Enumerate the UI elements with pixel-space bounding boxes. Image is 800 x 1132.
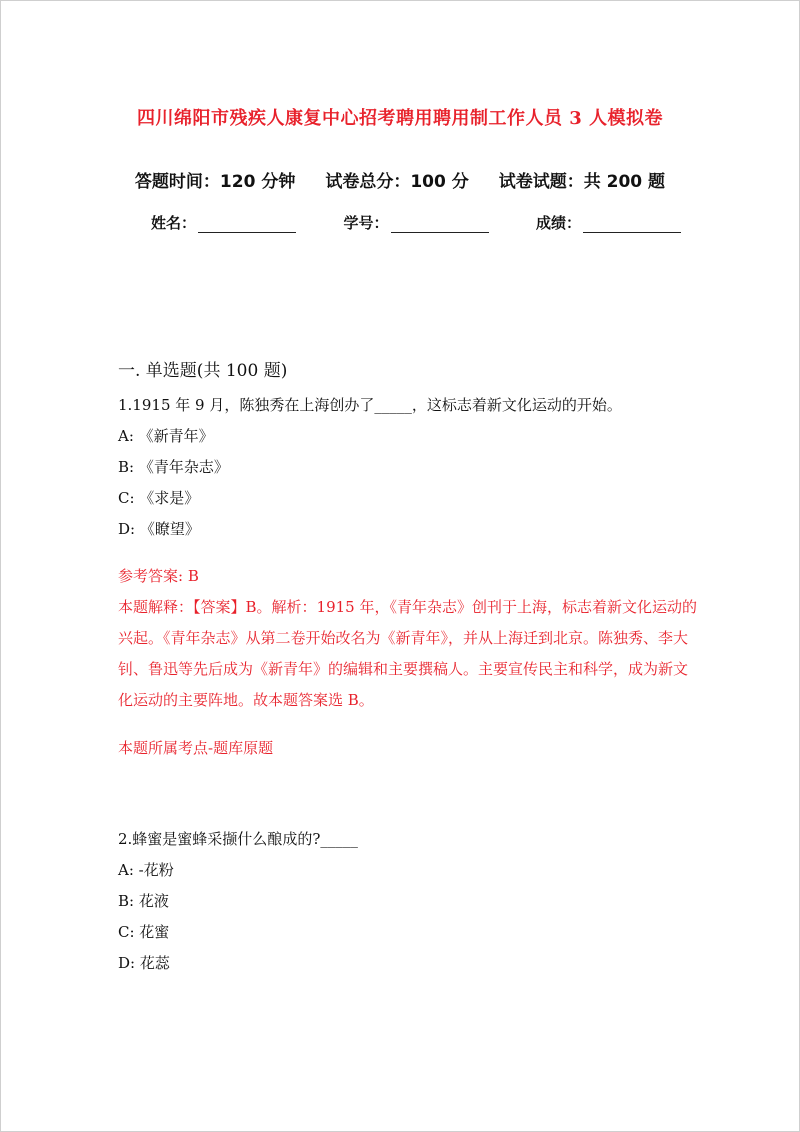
name-blank (198, 217, 296, 233)
option-c: C: 《求是》 (118, 489, 200, 507)
option-d: D: 《瞭望》 (118, 520, 200, 538)
score-label: 成绩： (535, 214, 581, 232)
option-a: A: -花粉 (118, 861, 174, 879)
name-label: 姓名： (151, 214, 197, 232)
id-blank (391, 217, 489, 233)
question-1 (118, 390, 698, 764)
score-blank (583, 217, 681, 233)
option-d: D: 花蕊 (118, 954, 170, 972)
option-a: A: 《新青年》 (118, 427, 214, 445)
question-text: 2.蜂蜜是蜜蜂采撷什么酿成的?_____ (118, 830, 358, 848)
student-fields-row (151, 212, 681, 233)
document-title: 四川绵阳市残疾人康复中心招考聘用聘用制工作人员 3 人模拟卷 (136, 108, 664, 129)
id-field (343, 212, 488, 233)
question-2 (118, 824, 698, 979)
exam-time: 答题时间：120 分钟 (134, 172, 296, 192)
knowledge-point: 本题所属考点-题库原题 (118, 739, 274, 757)
option-b: B: 《青年杂志》 (118, 458, 229, 476)
exam-total-score: 试卷总分：100 分 (325, 172, 469, 192)
option-b: B: 花液 (118, 892, 169, 910)
option-c: C: 花蜜 (118, 923, 170, 941)
questions-content (118, 356, 698, 979)
name-field (151, 212, 296, 233)
section-title: 一. 单选题(共 100 题) (118, 361, 288, 381)
id-label: 学号： (343, 214, 389, 232)
exam-info-row (0, 167, 800, 192)
question-text: 1.1915 年 9 月，陈独秀在上海创办了_____，这标志着新文化运动的开始。 (118, 396, 622, 414)
exam-total-questions: 试卷试题：共 200 题 (498, 172, 666, 192)
answer-explanation: 本题解释：【答案】B。解析：1915 年，《青年杂志》创刊于上海，标志着新文化运动的兴起。《青年杂志》从第二卷开始改名为《新青年》，并从上海迁到北京。陈独秀、李大钊、鲁迅等先后成为《新青年》的编辑和主要撰稿人。主要宣传民主和科学，成为新文化运动的主要阵地。故本题答案选 B。 (118, 598, 697, 709)
reference-answer: 参考答案: B (118, 567, 199, 585)
score-field (536, 212, 681, 233)
